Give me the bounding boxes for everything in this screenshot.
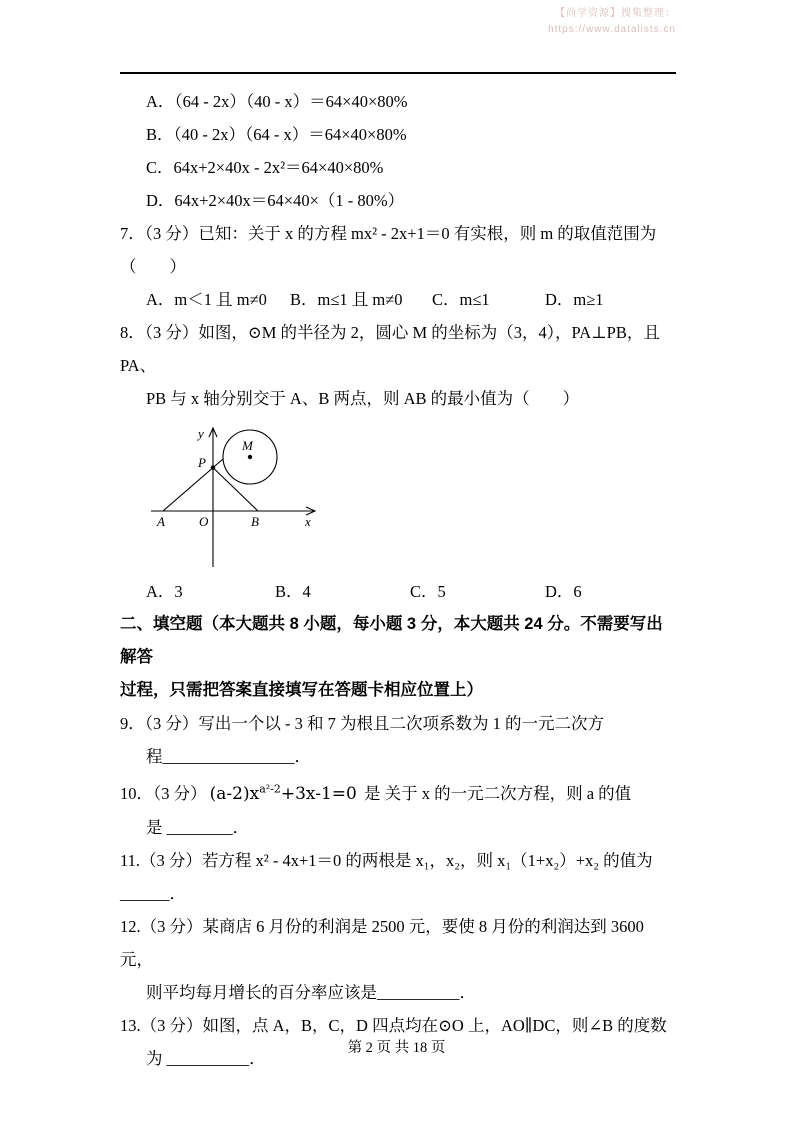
q10-formula-base: (a-2)x (209, 784, 260, 804)
q6-option-b: B．（40 - 2x）（64 - x）＝64×40×80% (146, 125, 407, 144)
q8-option-a: A．3 (146, 582, 183, 601)
point-P-dot (211, 465, 215, 469)
q13-line1: 13.（3 分）如图，点 A，B，C，D 四点均在⊙O 上，AO∥DC，则∠B 的度数 (120, 1016, 667, 1035)
q8-figure (148, 417, 323, 575)
axis-label-x: x (305, 514, 311, 529)
header-rule (120, 72, 676, 74)
q6-option-c: C．64x+2×40x - 2x²＝64×40×80% (146, 158, 384, 177)
q10-formula (210, 784, 357, 804)
q10-formula-exponent: a²-2 (259, 782, 281, 796)
q8-stem-line1: 8．（3 分）如图，⊙M 的半径为 2，圆心 M 的坐标为（3，4），PA⊥PB，且 PA、 (120, 323, 664, 375)
q9-line2: 程________________． (146, 747, 311, 766)
q10-formula-rest: +3x-1=0 (280, 784, 357, 804)
q7-option-d: D．m≥1 (545, 290, 604, 309)
q6-option-d: D．64x+2×40x＝64×40×（1 - 80%） (146, 191, 405, 210)
point-label-B: B (251, 514, 259, 529)
q11-line1: 11.（3 分）若方程 x² - 4x+1＝0 的两根是 x₁，x₂，则 x₁（1+x₂）+x₂ 的值为______． (120, 851, 653, 903)
q8-option-c: C．5 (410, 582, 446, 601)
q10-prefix: 10．（3 分） (120, 784, 207, 803)
q7-option-a: A．m＜1 且 m≠0 (146, 290, 267, 309)
line-PB (213, 468, 258, 511)
point-M-dot (248, 455, 252, 459)
q8-options-row (146, 575, 678, 608)
q12-line2: 则平均每月增长的百分率应该是__________． (146, 983, 476, 1002)
origin-label-O: O (199, 514, 209, 529)
page-number-footer: 第 2 页 共 18 页 (347, 1040, 446, 1056)
q7-options-row (146, 283, 678, 316)
point-label-A: A (157, 514, 165, 529)
section2-header-line1: 二、填空题（本大题共 8 小题，每小题 3 分，本大题共 24 分。不需要写出解答 (120, 615, 663, 666)
watermark-source-text: 【尚学资源】搜集整理： (555, 8, 676, 19)
q8-stem-line2: PB 与 x 轴分别交于 A、B 两点，则 AB 的最小值为（ ） (146, 389, 580, 408)
q8-option-d: D．6 (545, 582, 582, 601)
watermark-url: https://www.datalists.cn (548, 24, 676, 35)
q7-stem: 7．（3 分）已知：关于 x 的方程 mx² - 2x+1＝0 有实根，则 m 的取值范围为（ ） (120, 224, 657, 276)
q6-options-block (120, 85, 678, 217)
section2-header-line2: 过程，只需把答案直接填写在答题卡相应位置上） (120, 681, 483, 699)
point-label-P: P (198, 455, 206, 470)
q6-option-a: A．（64 - 2x）（40 - x）＝64×40×80% (146, 92, 408, 111)
q12-line1: 12.（3 分）某商店 6 月份的利润是 2500 元，要使 8 月份的利润达到 3600 元， (120, 917, 648, 969)
q10-line1 (120, 777, 678, 811)
q9-line1: 9．（3 分）写出一个以 - 3 和 7 为根且二次项系数为 1 的一元二次方 (120, 714, 604, 733)
q7-option-c: C．m≤1 (432, 290, 490, 309)
q7-option-b: B．m≤1 且 m≠0 (290, 290, 403, 309)
page-content (120, 85, 678, 1075)
q10-line1-rest: 是 关于 x 的一元二次方程，则 a 的值 (359, 784, 632, 803)
axis-label-y: y (198, 426, 204, 441)
q13-line2: 为 __________． (146, 1049, 266, 1068)
watermark (548, 6, 676, 38)
point-label-M: M (242, 438, 253, 453)
q10-line2: 是 ________． (146, 818, 250, 837)
q8-option-b: B．4 (275, 582, 311, 601)
